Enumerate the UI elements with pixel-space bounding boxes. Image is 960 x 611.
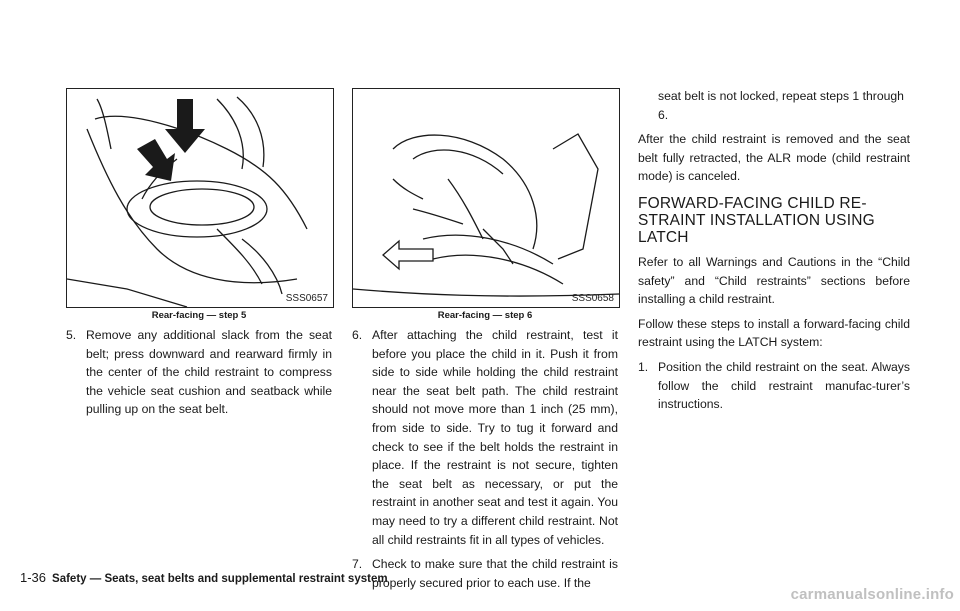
figure-id: SSS0658 (571, 293, 614, 304)
watermark: carmanualsonline.info (790, 586, 954, 603)
step-number: 7. (352, 557, 363, 572)
figure-id: SSS0657 (285, 293, 328, 304)
step-text: After attaching the child restraint, test it before you place the child in it. Push it from side to side while holding the child restraint near the seat belt path. The child restraint should not move more than 1 inch (25 mm), from side to side. Try to tug it forward and check to see if the belt holds the restraint in place. If the restraint is not secure, tighten the seat belt as necessary, or put the restraint in another seat and test it again. You may need to try a different child restraint. Not all child restraints fit in all types of vehicles. (372, 328, 618, 547)
figure-rear-facing-step6 (352, 88, 620, 308)
figure-caption: Rear-facing — step 6 (437, 310, 533, 321)
step-7-continuation: seat belt is not locked, repeat steps 1 through 6. (658, 89, 904, 122)
step-text: Remove any additional slack from the seat belt; press downward and rearward firmly in the center of the child restraint to compress the vehicle seat cushion and seatback while pulling up on the seat belt. (86, 328, 332, 417)
page-footer (20, 570, 388, 585)
paragraph-follow-steps: Follow these steps to install a forward-facing child restraint using the LATCH system: (638, 316, 910, 350)
illustration-step6 (353, 89, 619, 307)
step-number: 5. (66, 328, 77, 342)
figure-caption: Rear-facing — step 5 (151, 310, 247, 321)
chapter-title: Safety — Seats, seat belts and supplemental restraint system (52, 573, 388, 585)
step-text: Position the child restraint on the seat. Always follow the child restraint manufac-turer’s instructions. (658, 359, 910, 412)
step-5 (66, 326, 332, 419)
step-6 (352, 326, 618, 549)
step-number: 6. (352, 328, 363, 342)
step-text: Check to make sure that the child restraint is properly secured prior to each use. If the (372, 557, 618, 590)
figure-rear-facing-step5 (66, 88, 334, 308)
section-heading: FORWARD-FACING CHILD RE-STRAINT INSTALLATION USING LATCH (638, 194, 875, 246)
column-3 (638, 87, 910, 420)
paragraph-alr-mode: After the child restraint is removed and the seat belt fully retracted, the ALR mode (child restraint mode) is canceled. (638, 132, 910, 184)
illustration-step5 (67, 89, 333, 307)
column-2 (352, 326, 618, 598)
column-1 (66, 326, 332, 425)
step-1 (638, 358, 910, 414)
page-number: 1-36 (20, 570, 47, 585)
step-7 (352, 555, 618, 592)
paragraph-refer-warnings: Refer to all Warnings and Cautions in the “Child safety” and “Child restraints” sections before installing a child restraint. (638, 254, 910, 307)
step-number: 1. (638, 359, 649, 374)
